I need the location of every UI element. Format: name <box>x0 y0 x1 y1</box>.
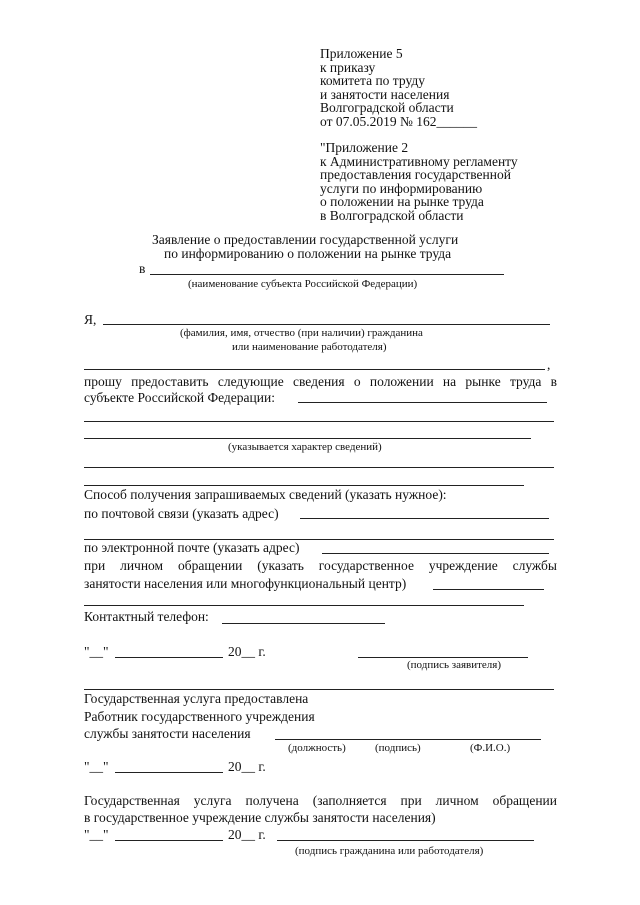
nature-caption: (указывается характер сведений) <box>228 441 382 453</box>
document-title-line1: Заявление о предоставлении государственной услуги <box>152 232 459 247</box>
header-line: к Административному регламенту <box>320 153 518 169</box>
nature-field-line2[interactable] <box>84 485 524 486</box>
received-date-month-field[interactable] <box>115 840 223 841</box>
request-field[interactable] <box>298 402 547 403</box>
header-line: услуги по информированию <box>320 180 483 196</box>
name-field-continuation[interactable] <box>84 369 545 370</box>
received-line2: в государственное учреждение службы занятости населения) <box>84 810 436 825</box>
received-signature-field[interactable] <box>277 840 534 841</box>
personal-center-field[interactable] <box>433 589 544 590</box>
provided-caption-position: (должность) <box>288 742 346 754</box>
name-caption-line1: (фамилия, имя, отчество (при наличии) гражданина <box>180 327 423 339</box>
method-email-label: по электронной почте (указать адрес) <box>84 540 300 555</box>
header-line: в Волгоградской области <box>320 207 464 223</box>
provided-line3: службы занятости населения <box>84 726 251 741</box>
header-line: о положении на рынке труда <box>320 194 484 209</box>
received-signature-caption: (подпись гражданина или работодателя) <box>295 845 484 857</box>
ya-label: Я, <box>84 312 97 327</box>
request-field-line2[interactable] <box>84 421 554 422</box>
header-line: и занятости населения <box>320 86 450 102</box>
phone-field[interactable] <box>222 623 385 624</box>
applicant-date-month-field[interactable] <box>115 657 223 658</box>
provided-line1: Государственная услуга предоставлена <box>84 691 309 706</box>
header-line: к приказу <box>320 59 376 75</box>
request-line1: прошу предоставить следующие сведения о положении на рынке труда в <box>84 374 557 389</box>
provided-caption-signature: (подпись) <box>375 742 421 754</box>
provided-line2: Работник государственного учреждения <box>84 709 315 724</box>
method-heading: Способ получения запрашиваемых сведений (указать нужное): <box>84 487 447 502</box>
method-personal-line2: занятости населения или многофункциональный центр) <box>84 576 407 591</box>
header-line: комитета по труду <box>320 73 425 88</box>
provided-signature-field[interactable] <box>275 739 541 740</box>
subject-field[interactable] <box>150 274 504 275</box>
name-field[interactable] <box>103 324 550 325</box>
personal-center-field-line2[interactable] <box>84 605 524 606</box>
header-line: Волгоградской области <box>320 100 454 115</box>
phone-label: Контактный телефон: <box>84 609 209 624</box>
received-date-day: "__" <box>84 827 109 842</box>
provided-date-month-field[interactable] <box>115 772 223 773</box>
header-line: предоставления государственной <box>320 167 511 182</box>
name-caption-line2: или наименование работодателя) <box>232 341 387 353</box>
method-post-label: по почтовой связи (указать адрес) <box>84 506 279 521</box>
email-address-field[interactable] <box>322 553 549 554</box>
applicant-date-year: 20__ г. <box>228 644 266 659</box>
subject-prefix: в <box>139 261 146 276</box>
provided-date-day: "__" <box>84 759 109 774</box>
applicant-signature-caption: (подпись заявителя) <box>407 659 502 671</box>
section-divider <box>84 689 554 690</box>
post-address-field[interactable] <box>300 518 549 519</box>
provided-date-year: 20__ г. <box>228 759 266 774</box>
received-date-year: 20__ г. <box>228 827 266 842</box>
appendix-header <box>320 47 518 222</box>
method-personal-line1: при личном обращении (указать государственное учреждение службы <box>84 558 557 573</box>
applicant-date-day: "__" <box>84 644 109 659</box>
request-field-line3[interactable] <box>84 438 531 439</box>
document-title-line2: по информированию о положении на рынке труда <box>164 246 452 261</box>
received-line1: Государственная услуга получена (заполняется при личном обращении <box>84 793 557 808</box>
request-line2: субъекте Российской Федерации: <box>84 390 275 405</box>
header-line: от 07.05.2019 № 162______ <box>320 113 477 129</box>
nature-field-line1[interactable] <box>84 467 554 468</box>
subject-caption: (наименование субъекта Российской Федерации) <box>188 278 418 290</box>
header-line: "Приложение 2 <box>320 140 409 155</box>
comma: , <box>547 357 551 372</box>
provided-caption-fio: (Ф.И.О.) <box>470 742 511 754</box>
header-line: Приложение 5 <box>320 46 403 61</box>
applicant-signature-field[interactable] <box>358 657 528 658</box>
